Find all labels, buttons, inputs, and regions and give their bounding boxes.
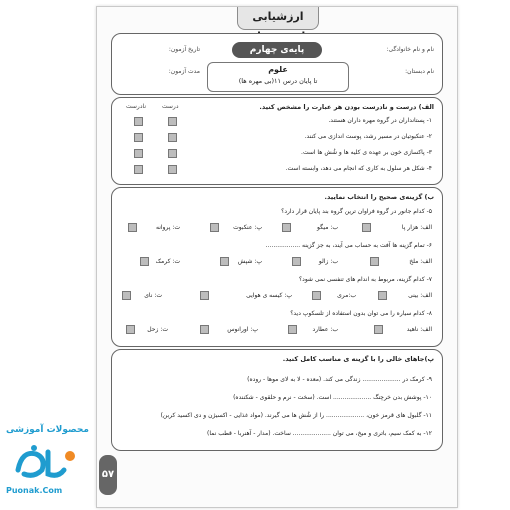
tf-true-checkbox-1[interactable]	[168, 117, 177, 126]
section-fill-blanks	[111, 349, 443, 451]
col-true-label: درست	[162, 103, 179, 110]
subject-scope: تا پایان درس ۱۱(بی مهره ها)	[238, 77, 318, 85]
mc8-option-b: ب: عطارد	[312, 326, 338, 333]
mc-question-5: ۵- کدام جانور در گروه فراوان ترین گروه بند پایان قرار دارد؟	[281, 208, 432, 215]
subject-name: علوم	[268, 65, 288, 74]
tf-false-checkbox-3[interactable]	[134, 149, 143, 158]
grade-badge: پایه‌ی چهارم	[232, 42, 322, 58]
tf-true-checkbox-3[interactable]	[168, 149, 177, 158]
mc6-checkbox-b[interactable]	[292, 257, 301, 266]
tf-false-checkbox-2[interactable]	[134, 133, 143, 142]
mc5-option-a: الف: هزار پا	[401, 224, 432, 231]
mc7-option-a: الف: بینی	[408, 292, 432, 299]
mc5-checkbox-b[interactable]	[282, 223, 291, 232]
tf-false-checkbox-1[interactable]	[134, 117, 143, 126]
mc6-checkbox-a[interactable]	[370, 257, 379, 266]
mc-question-6: ۶- تمام گزینه ها آفت به حساب می آیند، به جز گزینه ..................	[265, 242, 432, 249]
mc6-checkbox-c[interactable]	[220, 257, 229, 266]
mc6-option-c: پ: شپش	[237, 258, 262, 265]
mc7-checkbox-a[interactable]	[378, 291, 387, 300]
mc7-checkbox-c[interactable]	[200, 291, 209, 300]
mc-question-7: ۷- کدام گزینه، مربوط به اندام های تنفسی نمی شود؟	[298, 276, 432, 283]
puonak-logo-icon	[12, 442, 82, 482]
mc8-checkbox-d[interactable]	[126, 325, 135, 334]
mc8-checkbox-a[interactable]	[374, 325, 383, 334]
tf-item-4: ۴- شکل هر سلول به کاری که انجام می دهد، وابسته است.	[285, 165, 432, 172]
mc6-option-a: الف: ملخ	[409, 258, 432, 265]
mc5-checkbox-a[interactable]	[362, 223, 371, 232]
mc5-option-b: ب: میگو	[316, 224, 338, 231]
mc7-checkbox-b[interactable]	[312, 291, 321, 300]
mc8-option-d: ت: زحل	[147, 326, 168, 333]
mc6-checkbox-d[interactable]	[140, 257, 149, 266]
mc5-option-d: ت: پروانه	[155, 224, 180, 231]
section-c-title: پ)جاهای خالی را با گزینه ی مناسب کامل کنید.	[282, 355, 434, 363]
mc8-option-c: پ: اورانوس	[227, 326, 258, 333]
mc8-option-a: الف: ناهید	[406, 326, 432, 333]
mc7-option-c: پ: کیسه ی هوایی	[246, 292, 292, 299]
fill-item-12: ۱۲- به کمک سیم، باتری و میخ، می توان .................... ساخت. (مدار - آهنربا - قطب نما)	[207, 430, 432, 437]
mc5-checkbox-c[interactable]	[210, 223, 219, 232]
mc7-option-b: ب:مری	[337, 292, 356, 299]
exam-duration-label: مدت آزمون:	[168, 68, 200, 75]
tf-true-checkbox-2[interactable]	[168, 133, 177, 142]
page-number: ۵۷	[99, 455, 117, 495]
mc6-option-d: ت: کرمک	[155, 258, 180, 265]
fill-item-11: ۱۱- گلبول های قرمز خون، .................... را از شُش ها می گیرند. (مواد غذایی - اکسیژن و دی اکسید کربن)	[160, 412, 432, 419]
tf-item-1: ۱- پستانداران در گروه مهره داران هستند.	[328, 117, 432, 124]
mc7-option-d: ت: نای	[144, 292, 162, 299]
section-true-false	[111, 97, 443, 185]
school-name-label: نام دبستان:	[405, 68, 434, 75]
mc7-checkbox-d[interactable]	[122, 291, 131, 300]
mc5-option-c: پ: عنکبوت	[233, 224, 262, 231]
mc6-option-b: ب: زالو	[318, 258, 338, 265]
subject-box	[207, 62, 349, 92]
tf-item-3: ۳- پاکسازی خون بر عهده ی کلیه ها و شُش ها است.	[301, 149, 432, 156]
section-a-title: الف) درست و نادرست بودن هر عبارت را مشخص کنید.	[259, 103, 434, 111]
section-multiple-choice	[111, 187, 443, 347]
fill-item-9: ۹- کرمک در .................... زندگی می کند. (معده - لا به لای موها - روده)	[247, 376, 432, 383]
tf-false-checkbox-4[interactable]	[134, 165, 143, 174]
logo-site: Puonak.Com	[6, 486, 63, 495]
section-b-title: ب) گزینه‌ی صحیح را انتخاب نمایید.	[324, 193, 434, 201]
tf-true-checkbox-4[interactable]	[168, 165, 177, 174]
fill-item-10: ۱۰- پوشش بدن خرچنگ .................... است. (سخت - نرم و حلقوی - شکننده)	[233, 394, 432, 401]
mc-question-8: ۸- کدام سیاره را می توان بدون استفاده از تلسکوپ دید؟	[290, 310, 432, 317]
logo-tagline: محصولات آموزشی	[6, 425, 89, 435]
exam-date-label: تاریخ آزمون:	[168, 46, 200, 53]
exam-header	[111, 33, 443, 95]
student-name-label: نام و نام خانوادگی:	[386, 46, 434, 53]
page-title: ارزشیابی	[237, 7, 319, 30]
col-false-label: نادرست	[126, 103, 146, 110]
mc8-checkbox-b[interactable]	[288, 325, 297, 334]
tf-item-2: ۲- عنکبوتیان در مسیر رشد، پوست اندازی می کنند.	[304, 133, 432, 140]
mc5-checkbox-d[interactable]	[128, 223, 137, 232]
mc8-checkbox-c[interactable]	[200, 325, 209, 334]
worksheet	[96, 6, 458, 508]
